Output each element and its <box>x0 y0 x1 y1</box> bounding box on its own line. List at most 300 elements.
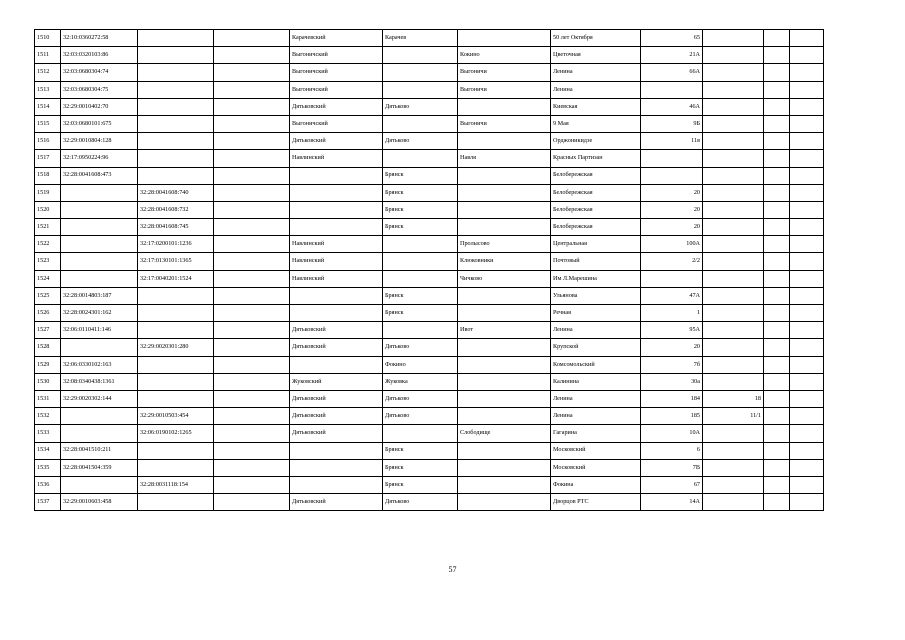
cadastral-number-cell: 32:03:0320103:86 <box>61 47 138 64</box>
house-cell <box>641 150 703 167</box>
empty-cell <box>214 253 290 270</box>
street-cell: Белобережская <box>551 219 641 236</box>
city-cell <box>383 253 458 270</box>
table-row <box>35 408 824 425</box>
cadastral-number-alt-cell: 32:29:0020301:280 <box>138 339 214 356</box>
row-number-cell: 1512 <box>35 64 61 81</box>
cadastral-number-alt-cell <box>138 356 214 373</box>
cadastral-number-alt-cell: 32:17:0040201:1524 <box>138 270 214 287</box>
row-number-cell: 1518 <box>35 167 61 184</box>
district-cell: Дятьковский <box>290 408 383 425</box>
row-number-cell: 1531 <box>35 390 61 407</box>
house-cell: 7В <box>641 459 703 476</box>
house-cell: 30а <box>641 373 703 390</box>
cadastral-number-cell: 32:28:0024301:162 <box>61 305 138 322</box>
house-cell: 1 <box>641 305 703 322</box>
street-cell: Калинина <box>551 373 641 390</box>
empty-cell <box>214 150 290 167</box>
district-cell <box>290 442 383 459</box>
empty-cell <box>214 64 290 81</box>
village-cell: Кокино <box>458 47 551 64</box>
table-row <box>35 373 824 390</box>
cadastral-number-alt-cell: 32:28:0041608:745 <box>138 219 214 236</box>
cadastral-number-cell: 32:10:0360272:58 <box>61 30 138 47</box>
district-cell <box>290 219 383 236</box>
extra-cell-2 <box>790 459 824 476</box>
flat-cell <box>703 442 764 459</box>
table-row <box>35 167 824 184</box>
village-cell: Слободище <box>458 425 551 442</box>
table-row <box>35 98 824 115</box>
extra-cell <box>764 236 790 253</box>
village-cell <box>458 184 551 201</box>
cadastral-number-alt-cell <box>138 133 214 150</box>
district-cell: Дятьковский <box>290 494 383 511</box>
flat-cell <box>703 115 764 132</box>
empty-cell <box>214 236 290 253</box>
empty-cell <box>214 373 290 390</box>
street-cell: Ленина <box>551 64 641 81</box>
empty-cell <box>214 133 290 150</box>
flat-cell <box>703 81 764 98</box>
extra-cell-2 <box>790 201 824 218</box>
extra-cell <box>764 442 790 459</box>
house-cell <box>641 81 703 98</box>
extra-cell <box>764 81 790 98</box>
cadastral-number-cell: 32:06:0110411:146 <box>61 322 138 339</box>
street-cell: Дворцов РТС <box>551 494 641 511</box>
district-cell: Дятьковский <box>290 425 383 442</box>
extra-cell <box>764 184 790 201</box>
city-cell: Карачев <box>383 30 458 47</box>
row-number-cell: 1532 <box>35 408 61 425</box>
table-row <box>35 30 824 47</box>
extra-cell <box>764 373 790 390</box>
street-cell: 9 Мая <box>551 115 641 132</box>
village-cell <box>458 442 551 459</box>
cadastral-number-alt-cell <box>138 459 214 476</box>
cadastral-number-cell: 32:03:0680304:74 <box>61 64 138 81</box>
house-cell: 6 <box>641 442 703 459</box>
flat-cell <box>703 219 764 236</box>
row-number-cell: 1514 <box>35 98 61 115</box>
house-cell: 20 <box>641 219 703 236</box>
extra-cell <box>764 305 790 322</box>
street-cell: Киевская <box>551 98 641 115</box>
cadastral-number-alt-cell <box>138 305 214 322</box>
district-cell: Навлинский <box>290 150 383 167</box>
empty-cell <box>214 305 290 322</box>
extra-cell-2 <box>790 47 824 64</box>
street-cell: Им Л.Марешина <box>551 270 641 287</box>
flat-cell <box>703 356 764 373</box>
extra-cell-2 <box>790 287 824 304</box>
table-body <box>35 30 824 511</box>
city-cell <box>383 81 458 98</box>
house-cell: 185 <box>641 408 703 425</box>
row-number-cell: 1526 <box>35 305 61 322</box>
flat-cell <box>703 494 764 511</box>
house-cell: 66А <box>641 64 703 81</box>
cadastral-number-cell <box>61 339 138 356</box>
table-row <box>35 442 824 459</box>
flat-cell <box>703 339 764 356</box>
city-cell: Дятьково <box>383 408 458 425</box>
city-cell: Фокино <box>383 356 458 373</box>
street-cell: Цветочная <box>551 47 641 64</box>
empty-cell <box>214 287 290 304</box>
district-cell: Дятьковский <box>290 133 383 150</box>
city-cell <box>383 64 458 81</box>
cadastral-number-alt-cell <box>138 64 214 81</box>
village-cell: Выгоничи <box>458 64 551 81</box>
district-cell: Дятьковский <box>290 322 383 339</box>
table-row <box>35 201 824 218</box>
row-number-cell: 1529 <box>35 356 61 373</box>
district-cell <box>290 459 383 476</box>
extra-cell-2 <box>790 305 824 322</box>
extra-cell-2 <box>790 494 824 511</box>
row-number-cell: 1515 <box>35 115 61 132</box>
table-row <box>35 253 824 270</box>
extra-cell <box>764 47 790 64</box>
flat-cell <box>703 184 764 201</box>
flat-cell <box>703 305 764 322</box>
extra-cell <box>764 167 790 184</box>
extra-cell <box>764 253 790 270</box>
row-number-cell: 1510 <box>35 30 61 47</box>
village-cell <box>458 356 551 373</box>
house-cell: 9Б <box>641 115 703 132</box>
flat-cell <box>703 253 764 270</box>
city-cell <box>383 425 458 442</box>
district-cell: Выгоничский <box>290 81 383 98</box>
village-cell <box>458 167 551 184</box>
extra-cell <box>764 115 790 132</box>
house-cell: 7б <box>641 356 703 373</box>
cadastral-number-alt-cell <box>138 167 214 184</box>
extra-cell-2 <box>790 219 824 236</box>
district-cell <box>290 167 383 184</box>
village-cell <box>458 408 551 425</box>
village-cell: Клюковники <box>458 253 551 270</box>
city-cell: Брянск <box>383 201 458 218</box>
address-register-table <box>34 29 824 511</box>
extra-cell <box>764 476 790 493</box>
extra-cell <box>764 201 790 218</box>
street-cell: Белобережская <box>551 167 641 184</box>
flat-cell <box>703 236 764 253</box>
empty-cell <box>214 270 290 287</box>
empty-cell <box>214 115 290 132</box>
city-cell: Брянск <box>383 442 458 459</box>
cadastral-number-alt-cell <box>138 373 214 390</box>
flat-cell <box>703 47 764 64</box>
district-cell: Навлинский <box>290 270 383 287</box>
city-cell: Дятьково <box>383 339 458 356</box>
cadastral-number-alt-cell <box>138 30 214 47</box>
row-number-cell: 1519 <box>35 184 61 201</box>
empty-cell <box>214 442 290 459</box>
cadastral-number-alt-cell <box>138 150 214 167</box>
village-cell <box>458 305 551 322</box>
city-cell: Брянск <box>383 305 458 322</box>
street-cell: Красных Партизан <box>551 150 641 167</box>
cadastral-number-cell <box>61 253 138 270</box>
extra-cell <box>764 133 790 150</box>
district-cell: Карачевский <box>290 30 383 47</box>
extra-cell-2 <box>790 184 824 201</box>
flat-cell <box>703 167 764 184</box>
row-number-cell: 1517 <box>35 150 61 167</box>
table-row <box>35 219 824 236</box>
cadastral-number-cell <box>61 425 138 442</box>
extra-cell-2 <box>790 425 824 442</box>
house-cell: 67 <box>641 476 703 493</box>
house-cell: 11в <box>641 133 703 150</box>
village-cell: Выгоничи <box>458 115 551 132</box>
extra-cell-2 <box>790 356 824 373</box>
extra-cell-2 <box>790 236 824 253</box>
extra-cell <box>764 356 790 373</box>
flat-cell <box>703 287 764 304</box>
cadastral-number-cell <box>61 236 138 253</box>
district-cell <box>290 356 383 373</box>
extra-cell-2 <box>790 30 824 47</box>
extra-cell <box>764 30 790 47</box>
empty-cell <box>214 219 290 236</box>
city-cell: Дятьково <box>383 494 458 511</box>
empty-cell <box>214 184 290 201</box>
empty-cell <box>214 81 290 98</box>
cadastral-number-cell: 32:29:0020302:144 <box>61 390 138 407</box>
table-row <box>35 459 824 476</box>
street-cell: Почтовый <box>551 253 641 270</box>
house-cell: 95А <box>641 322 703 339</box>
street-cell: 50 лет Октября <box>551 30 641 47</box>
house-cell: 10А <box>641 425 703 442</box>
flat-cell <box>703 64 764 81</box>
cadastral-number-alt-cell: 32:06:0190102:1265 <box>138 425 214 442</box>
cadastral-number-cell: 32:28:0014803:187 <box>61 287 138 304</box>
house-cell: 100А <box>641 236 703 253</box>
village-cell <box>458 201 551 218</box>
district-cell: Дятьковский <box>290 339 383 356</box>
district-cell <box>290 476 383 493</box>
village-cell: Чичково <box>458 270 551 287</box>
table-row <box>35 150 824 167</box>
flat-cell <box>703 150 764 167</box>
row-number-cell: 1513 <box>35 81 61 98</box>
empty-cell <box>214 167 290 184</box>
empty-cell <box>214 408 290 425</box>
city-cell: Дятьково <box>383 390 458 407</box>
cadastral-number-alt-cell <box>138 390 214 407</box>
flat-cell <box>703 476 764 493</box>
village-cell <box>458 476 551 493</box>
cadastral-number-alt-cell: 32:28:0031118:154 <box>138 476 214 493</box>
house-cell: 14А <box>641 494 703 511</box>
village-cell <box>458 287 551 304</box>
cadastral-number-cell: 32:28:0041504:359 <box>61 459 138 476</box>
village-cell <box>458 373 551 390</box>
row-number-cell: 1524 <box>35 270 61 287</box>
extra-cell-2 <box>790 167 824 184</box>
district-cell: Выгоничский <box>290 64 383 81</box>
empty-cell <box>214 322 290 339</box>
extra-cell-2 <box>790 408 824 425</box>
house-cell: 47А <box>641 287 703 304</box>
extra-cell-2 <box>790 442 824 459</box>
house-cell: 20 <box>641 184 703 201</box>
empty-cell <box>214 476 290 493</box>
village-cell <box>458 459 551 476</box>
extra-cell-2 <box>790 270 824 287</box>
table-row <box>35 339 824 356</box>
house-cell: 20 <box>641 339 703 356</box>
extra-cell <box>764 287 790 304</box>
extra-cell-2 <box>790 115 824 132</box>
table-row <box>35 115 824 132</box>
street-cell: Гагарина <box>551 425 641 442</box>
row-number-cell: 1534 <box>35 442 61 459</box>
city-cell: Брянск <box>383 459 458 476</box>
cadastral-number-cell <box>61 201 138 218</box>
village-cell <box>458 98 551 115</box>
row-number-cell: 1516 <box>35 133 61 150</box>
table-row <box>35 47 824 64</box>
table-row <box>35 270 824 287</box>
row-number-cell: 1537 <box>35 494 61 511</box>
village-cell <box>458 219 551 236</box>
extra-cell <box>764 459 790 476</box>
cadastral-number-cell: 32:03:0680101:675 <box>61 115 138 132</box>
city-cell: Брянск <box>383 476 458 493</box>
extra-cell-2 <box>790 253 824 270</box>
empty-cell <box>214 425 290 442</box>
row-number-cell: 1528 <box>35 339 61 356</box>
cadastral-number-alt-cell: 32:17:0200101:1236 <box>138 236 214 253</box>
table-row <box>35 305 824 322</box>
extra-cell-2 <box>790 98 824 115</box>
district-cell: Дятьковский <box>290 390 383 407</box>
district-cell <box>290 201 383 218</box>
village-cell: Выгоничи <box>458 81 551 98</box>
house-cell <box>641 167 703 184</box>
cadastral-number-cell <box>61 184 138 201</box>
row-number-cell: 1533 <box>35 425 61 442</box>
city-cell <box>383 150 458 167</box>
flat-cell <box>703 30 764 47</box>
table-row <box>35 390 824 407</box>
district-cell: Навлинский <box>290 253 383 270</box>
extra-cell <box>764 425 790 442</box>
street-cell: Ленина <box>551 81 641 98</box>
extra-cell <box>764 408 790 425</box>
row-number-cell: 1523 <box>35 253 61 270</box>
cadastral-number-cell: 32:28:0041608:473 <box>61 167 138 184</box>
extra-cell <box>764 339 790 356</box>
city-cell: Дятьково <box>383 133 458 150</box>
extra-cell-2 <box>790 64 824 81</box>
district-cell: Навлинский <box>290 236 383 253</box>
table-row <box>35 494 824 511</box>
flat-cell: 18 <box>703 390 764 407</box>
city-cell: Брянск <box>383 287 458 304</box>
street-cell: Московский <box>551 459 641 476</box>
district-cell: Жуковский <box>290 373 383 390</box>
flat-cell <box>703 459 764 476</box>
table-row <box>35 356 824 373</box>
house-cell: 65 <box>641 30 703 47</box>
empty-cell <box>214 459 290 476</box>
flat-cell <box>703 133 764 150</box>
cadastral-number-alt-cell <box>138 494 214 511</box>
empty-cell <box>214 47 290 64</box>
table-row <box>35 133 824 150</box>
city-cell: Дятьково <box>383 98 458 115</box>
street-cell: Белобережская <box>551 184 641 201</box>
extra-cell-2 <box>790 339 824 356</box>
table-row <box>35 287 824 304</box>
cadastral-number-alt-cell <box>138 115 214 132</box>
page-number: 57 <box>448 565 457 574</box>
house-cell: 184 <box>641 390 703 407</box>
extra-cell <box>764 219 790 236</box>
row-number-cell: 1521 <box>35 219 61 236</box>
flat-cell <box>703 98 764 115</box>
city-cell: Брянск <box>383 184 458 201</box>
flat-cell <box>703 270 764 287</box>
street-cell: Речная <box>551 305 641 322</box>
house-cell: 46А <box>641 98 703 115</box>
table-row <box>35 64 824 81</box>
cadastral-number-alt-cell <box>138 287 214 304</box>
table-row <box>35 476 824 493</box>
cadastral-number-cell: 32:29:0010603:458 <box>61 494 138 511</box>
extra-cell-2 <box>790 322 824 339</box>
district-cell <box>290 184 383 201</box>
extra-cell-2 <box>790 390 824 407</box>
extra-cell-2 <box>790 373 824 390</box>
street-cell: Орджоникидзе <box>551 133 641 150</box>
cadastral-number-cell: 32:08:0340438:1361 <box>61 373 138 390</box>
village-cell <box>458 390 551 407</box>
city-cell <box>383 236 458 253</box>
flat-cell: 11/1 <box>703 408 764 425</box>
district-cell: Дятьковский <box>290 98 383 115</box>
village-cell <box>458 30 551 47</box>
street-cell: Центральная <box>551 236 641 253</box>
street-cell: Комсомольский <box>551 356 641 373</box>
district-cell: Выгоничский <box>290 47 383 64</box>
village-cell <box>458 133 551 150</box>
city-cell <box>383 115 458 132</box>
cadastral-number-alt-cell: 32:28:0041608:740 <box>138 184 214 201</box>
empty-cell <box>214 201 290 218</box>
city-cell <box>383 47 458 64</box>
row-number-cell: 1535 <box>35 459 61 476</box>
extra-cell <box>764 390 790 407</box>
district-cell <box>290 287 383 304</box>
street-cell: Московский <box>551 442 641 459</box>
house-cell: 20 <box>641 201 703 218</box>
empty-cell <box>214 356 290 373</box>
cadastral-number-cell: 32:29:0010402:70 <box>61 98 138 115</box>
table-row <box>35 81 824 98</box>
row-number-cell: 1511 <box>35 47 61 64</box>
table-row <box>35 184 824 201</box>
